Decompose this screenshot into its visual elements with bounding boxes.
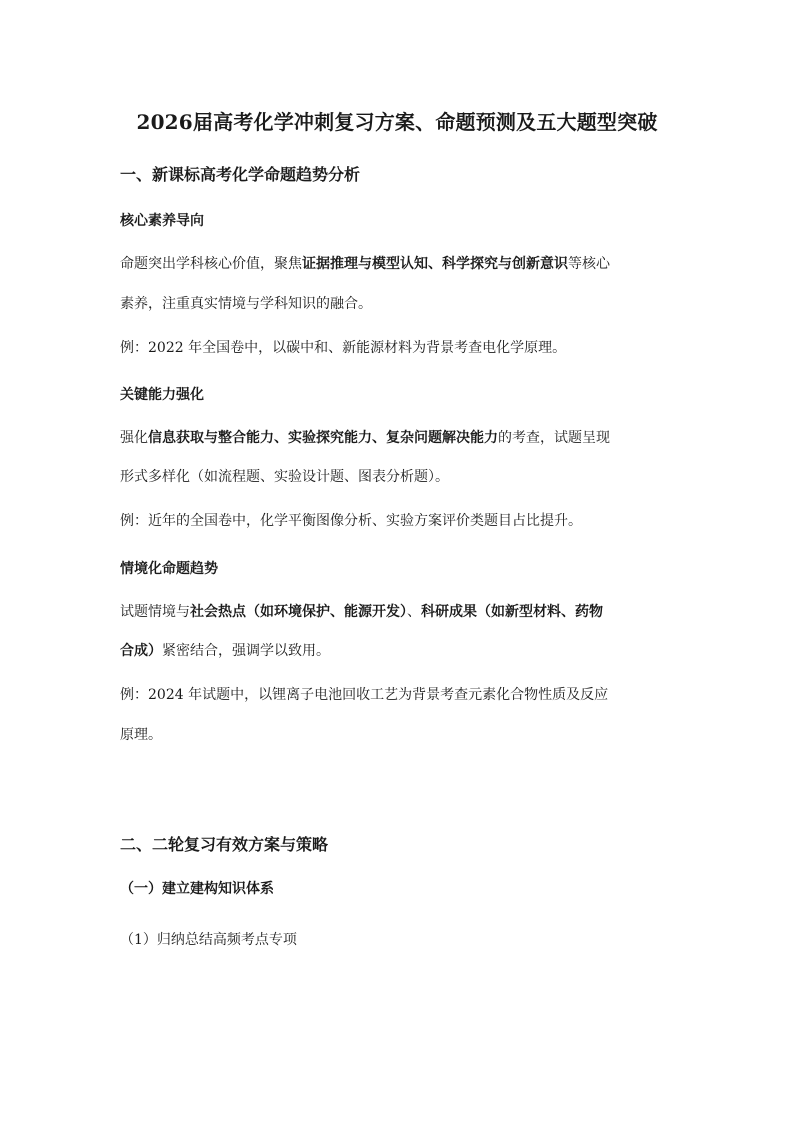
list-item: （1）归纳总结高频考点专项 xyxy=(120,932,297,948)
paragraph-line xyxy=(120,253,610,273)
example-line: 例：2022 年全国卷中，以碳中和、新能源材料为背景考查电化学原理。 xyxy=(120,340,567,356)
text-span: 的考查，试题呈现 xyxy=(498,430,610,446)
section-2-heading: 二、二轮复习有效方案与策略 xyxy=(120,835,329,854)
bold-text-span: 合成） xyxy=(120,643,162,659)
bold-text-span: 信息获取与整合能力、实验探究能力、复杂问题解决能力 xyxy=(148,430,498,446)
paragraph-line xyxy=(120,427,610,447)
paragraph-line xyxy=(120,640,330,660)
paragraph-line xyxy=(120,601,603,621)
subsection-knowledge-system-heading: （一）建立建构知识体系 xyxy=(120,881,274,897)
subsection-context-heading: 情境化命题趋势 xyxy=(120,561,218,577)
document-title: 2026届高考化学冲刺复习方案、命题预测及五大题型突破 xyxy=(136,110,658,134)
text-span: 、 xyxy=(407,604,421,620)
example-line: 原理。 xyxy=(120,727,162,743)
text-span: 等核心 xyxy=(568,256,610,272)
bold-text-span: 科研成果（如新型材料、药物 xyxy=(421,604,603,620)
text-span: 紧密结合，强调学以致用。 xyxy=(162,643,330,659)
paragraph-line: 素养，注重真实情境与学科知识的融合。 xyxy=(120,296,372,312)
text-span: 命题突出学科核心价值，聚焦 xyxy=(120,256,302,272)
text-span: 试题情境与 xyxy=(120,604,190,620)
section-1-heading: 一、新课标高考化学命题趋势分析 xyxy=(120,165,361,184)
bold-text-span: 证据推理与模型认知、科学探究与创新意识 xyxy=(302,256,568,272)
bold-text-span: 社会热点（如环境保护、能源开发） xyxy=(190,604,407,620)
example-line: 例：2024 年试题中，以锂离子电池回收工艺为背景考查元素化合物性质及反应 xyxy=(120,687,609,703)
paragraph-line: 形式多样化（如流程题、实验设计题、图表分析题）。 xyxy=(120,469,449,485)
example-line: 例：近年的全国卷中，化学平衡图像分析、实验方案评价类题目占比提升。 xyxy=(120,513,582,529)
subsection-core-literacy-heading: 核心素养导向 xyxy=(120,213,204,229)
subsection-key-ability-heading: 关键能力强化 xyxy=(120,387,204,403)
text-span: 强化 xyxy=(120,430,148,446)
